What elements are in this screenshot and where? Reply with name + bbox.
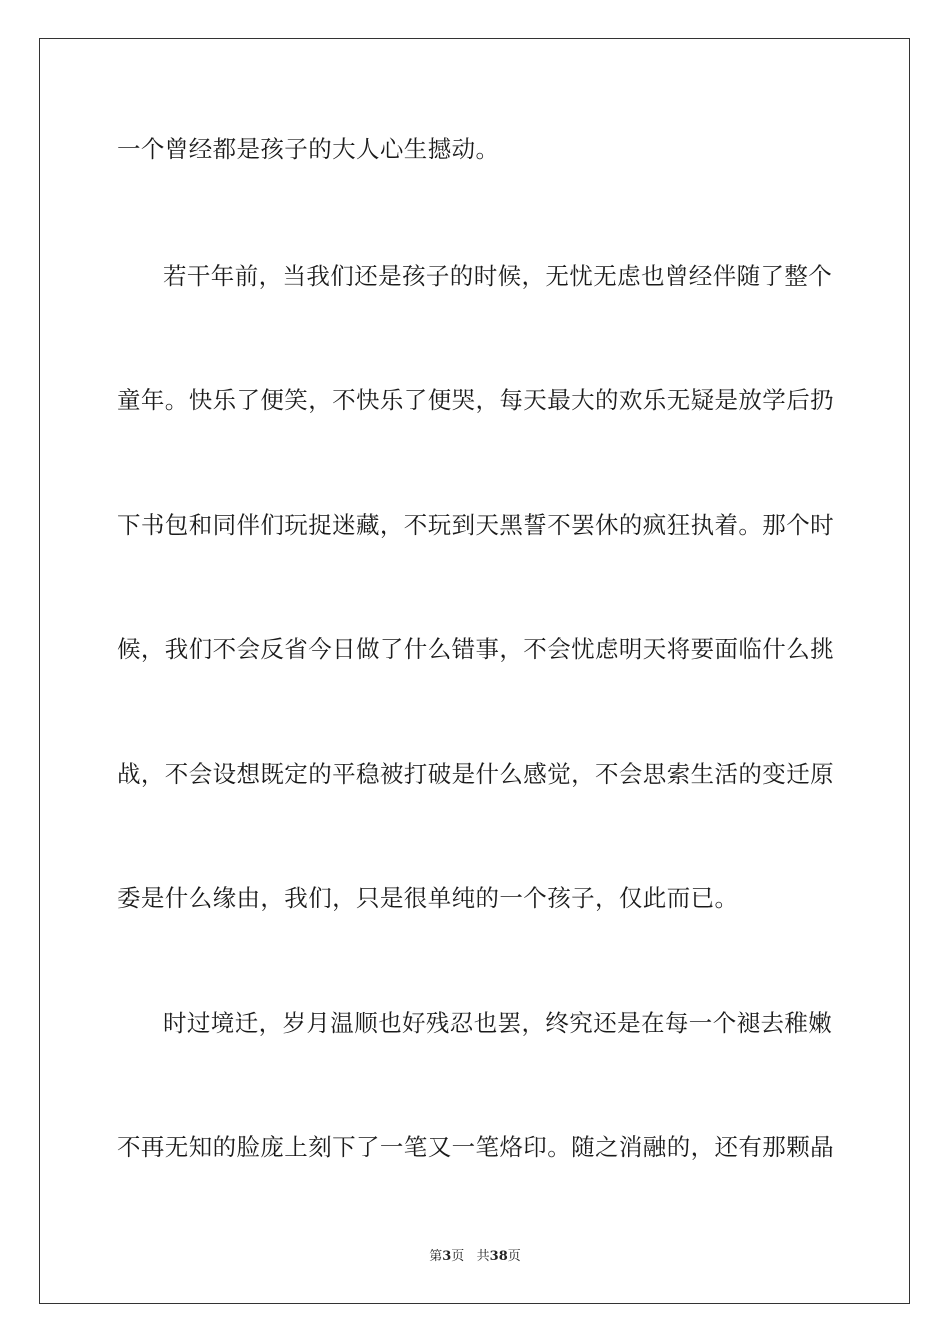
text-line: 委是什么缘由，我们，只是很单纯的一个孩子，仅此而已。	[117, 884, 739, 912]
text-line: 童年。快乐了便笑，不快乐了便哭，每天最大的欢乐无疑是放学后扔	[117, 386, 834, 414]
text-line: 战，不会设想既定的平稳被打破是什么感觉，不会思索生活的变迁原	[117, 760, 834, 788]
text-line: 一个曾经都是孩子的大人心生撼动。	[117, 135, 500, 163]
page-footer	[0, 1248, 950, 1266]
footer-suffix: 页	[507, 1249, 521, 1264]
text-line: 候，我们不会反省今日做了什么错事，不会忧虑明天将要面临什么挑	[117, 635, 834, 663]
page-frame	[39, 38, 910, 1304]
paragraph-first-line: 若干年前，当我们还是孩子的时候，无忧无虑也曾经伴随了整个	[163, 262, 833, 290]
text-line: 下书包和同伴们玩捉迷藏，不玩到天黑誓不罢休的疯狂执着。那个时	[117, 511, 834, 539]
page-number: 3	[442, 1249, 452, 1264]
paragraph-first-line: 时过境迁，岁月温顺也好残忍也罢，终究还是在每一个褪去稚嫩	[163, 1009, 833, 1037]
page-total: 38	[489, 1249, 508, 1264]
footer-prefix: 第	[429, 1249, 443, 1264]
text-line: 不再无知的脸庞上刻下了一笔又一笔烙印。随之消融的，还有那颗晶	[117, 1133, 834, 1161]
footer-middle: 页 共	[451, 1249, 490, 1264]
